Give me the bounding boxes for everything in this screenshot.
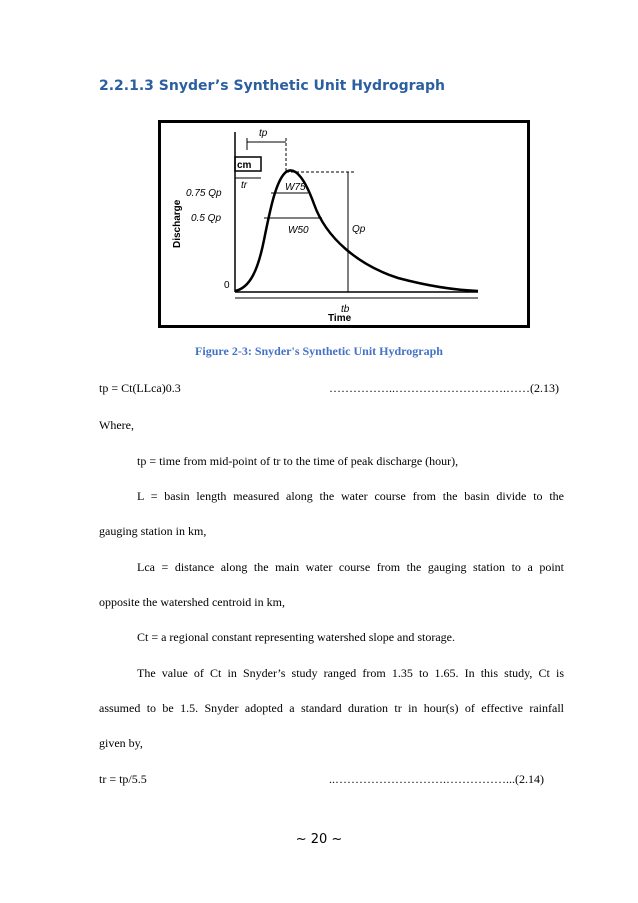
def-Lca-line2: opposite the watershed centroid in km, [99, 595, 285, 609]
eq-2-14-lhs: tr = tp/5.5 [99, 772, 147, 786]
page-number: ~ 20 ~ [295, 832, 343, 847]
figure-caption: Figure 2-3: Snyder's Synthetic Unit Hydrograph [195, 344, 443, 358]
para1-line1: The value of Ct in Snyder’s study ranged from 1.35 to 1.65. In this study, Ct is [137, 666, 564, 680]
def-Lca-line1: Lca = distance along the main water course from the gauging station to a point [137, 560, 564, 574]
label-tb: tb [341, 304, 350, 315]
def-tp: tp = time from mid-point of tr to the time of peak discharge (hour), [137, 454, 459, 468]
label-time: Time [328, 313, 352, 324]
eq-2-13-number: ……………..……………………….……(2.13) [329, 381, 559, 395]
label-zero: 0 [224, 280, 230, 291]
where-label: Where, [99, 418, 134, 432]
para1-line3: given by, [99, 736, 143, 750]
para1-line2: assumed to be 1.5. Snyder adopted a standard duration tr in hour(s) of effective rainfall [99, 701, 564, 715]
label-discharge: Discharge [172, 199, 183, 248]
label-q75: 0.75 Qp [186, 188, 222, 199]
def-L-line1: L = basin length measured along the water course from the basin divide to the [137, 489, 564, 503]
section-heading: 2.2.1.3 Snyder’s Synthetic Unit Hydrograph [99, 78, 445, 94]
eq-2-13-lhs: tp = Ct(LLca)0.3 [99, 381, 181, 395]
label-tp: tp [259, 128, 268, 139]
label-qp: Qp [352, 224, 366, 235]
label-tr: tr [241, 180, 248, 191]
eq-2-14-number: ..……………………….……………...(2.14) [329, 772, 544, 786]
label-w50: W50 [288, 225, 309, 236]
def-L-line2: gauging station in km, [99, 524, 207, 538]
figure-frame [160, 122, 529, 327]
label-w75: W75 [285, 182, 306, 193]
hydrograph-figure [158, 120, 530, 328]
def-Ct: Ct = a regional constant representing watershed slope and storage. [137, 630, 455, 644]
label-cm: cm [237, 160, 252, 171]
label-q50: 0.5 Qp [191, 213, 222, 224]
